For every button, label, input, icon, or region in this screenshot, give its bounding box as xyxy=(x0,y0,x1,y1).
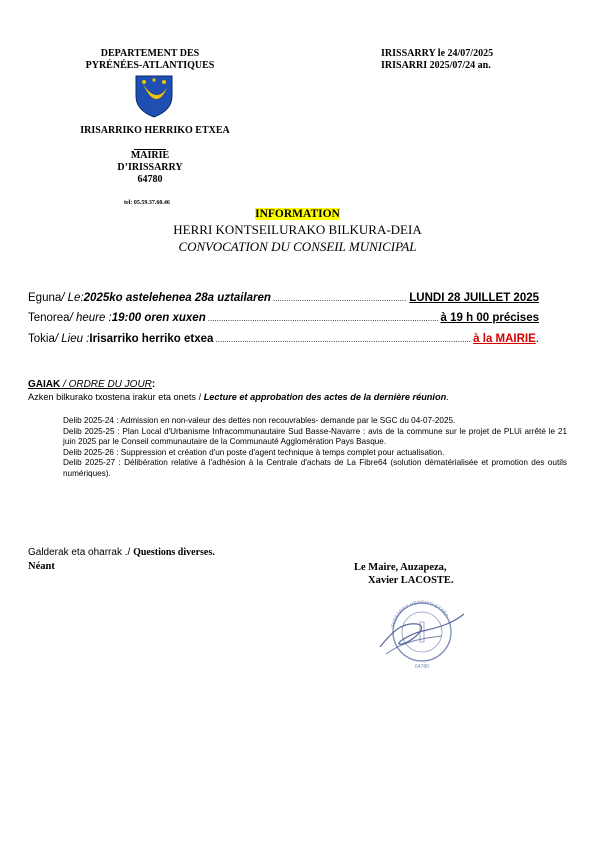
dot-leader xyxy=(208,312,439,324)
place-value-eu: Irisarriko herriko etxea xyxy=(89,333,214,345)
mairie-label: MAIRIE xyxy=(130,150,170,161)
place-row xyxy=(28,333,539,345)
delib-list xyxy=(63,416,567,479)
date-french: IRISSARRY le 24/07/2025 xyxy=(381,48,494,59)
delib-item: Delib 2025-27 : Délibération relative à l'adhésion à la Centrale d'achats de La Fibre64 (solution dématérialisée et promotion des outils numériques). xyxy=(63,458,567,478)
neant: Néant xyxy=(28,561,55,572)
delib-item: Delib 2025-25 : Plan Local d'Urbanisme Infracommunautaire Sud Basse-Navarre : avis de la commune sur le projet de PLUi arrêté le 21 juin 2025 par le Conseil communautaire de la Communauté Agglomération Pays Basque. xyxy=(63,426,567,446)
information-title: INFORMATION xyxy=(255,208,340,220)
date-block xyxy=(381,48,571,72)
questions-line xyxy=(28,547,215,558)
agenda-first-end: . xyxy=(446,392,449,402)
time-value-fr: à 19 h 00 précises xyxy=(440,312,539,324)
time-value-eu: 19:00 oren xuxen xyxy=(111,312,206,324)
stamp-text-top: IRISSARRY HERRIKO ETXEA xyxy=(390,599,450,629)
commune-name: D’IRISSARRY xyxy=(117,162,183,173)
delib-item: Delib 2025-26 : Suppression et création d'un poste d'agent technique à temps complet pour actualisation. xyxy=(63,447,445,457)
date-row xyxy=(28,292,539,304)
questions-fr: Questions diverses. xyxy=(133,547,215,558)
agenda-heading xyxy=(28,379,155,390)
dot-leader xyxy=(273,292,407,304)
dot-leader xyxy=(215,333,471,345)
herriko-etxea-heading: IRISARRIKO HERRIKO ETXEA xyxy=(80,125,230,136)
mayor-line-1: Le Maire, Auzapeza, xyxy=(354,562,447,573)
mayor-line-2: Xavier LACOSTE. xyxy=(368,575,454,586)
mayor-signature-block xyxy=(354,561,454,587)
telephone: tel: 05.59.37.60.46 xyxy=(124,200,170,206)
information-title-wrap xyxy=(0,208,595,220)
place-value-fr: à la MAIRIE xyxy=(473,333,536,345)
date-label-fr: / Le: xyxy=(61,292,84,304)
stamp-text-bottom: 64780 xyxy=(415,664,429,670)
agenda-heading-fr: / ORDRE DU JOUR xyxy=(60,379,152,390)
postcode: 64780 xyxy=(137,174,163,185)
place-end: . xyxy=(535,333,539,345)
official-stamp-icon xyxy=(372,592,472,672)
time-row xyxy=(28,312,539,324)
department-line-2: PYRÉNÉES-ATLANTIQUES xyxy=(85,60,215,71)
date-value-eu: 2025ko astelehenea 28a uztailaren xyxy=(83,292,271,304)
agenda-first-item xyxy=(28,392,449,402)
agenda-heading-eu: GAIAK xyxy=(28,379,61,390)
agenda-first-eu: Azken bilkurako txostena irakur eta onets / xyxy=(28,392,204,402)
department-block xyxy=(70,48,230,72)
mairie-block xyxy=(80,149,220,186)
date-label-eu: Eguna xyxy=(28,292,62,304)
place-label-fr: / Lieu : xyxy=(54,333,90,345)
questions-eu: Galderak eta oharrak ./ xyxy=(28,547,134,558)
place-label-eu: Tokia xyxy=(28,333,55,345)
time-label-eu: Tenorea xyxy=(28,312,70,324)
agenda-heading-colon: : xyxy=(151,379,156,390)
coat-of-arms-icon xyxy=(134,74,174,118)
french-title: CONVOCATION DU CONSEIL MUNICIPAL xyxy=(178,239,417,254)
basque-title: HERRI KONTSEILURAKO BILKURA-DEIA xyxy=(173,222,422,237)
delib-item: Delib 2025-24 : Admission en non-valeur des dettes non recouvrables- demande par le SGC du 04-07-2025. xyxy=(63,416,456,425)
date-value-fr: LUNDI 28 JUILLET 2025 xyxy=(409,292,539,304)
department-line-1: DEPARTEMENT DES xyxy=(100,48,200,59)
date-basque: IRISARRI 2025/07/24 an. xyxy=(381,60,491,71)
agenda-first-fr: Lecture et approbation des actes de la dernière réunion xyxy=(203,392,447,402)
time-label-fr: / heure : xyxy=(69,312,112,324)
